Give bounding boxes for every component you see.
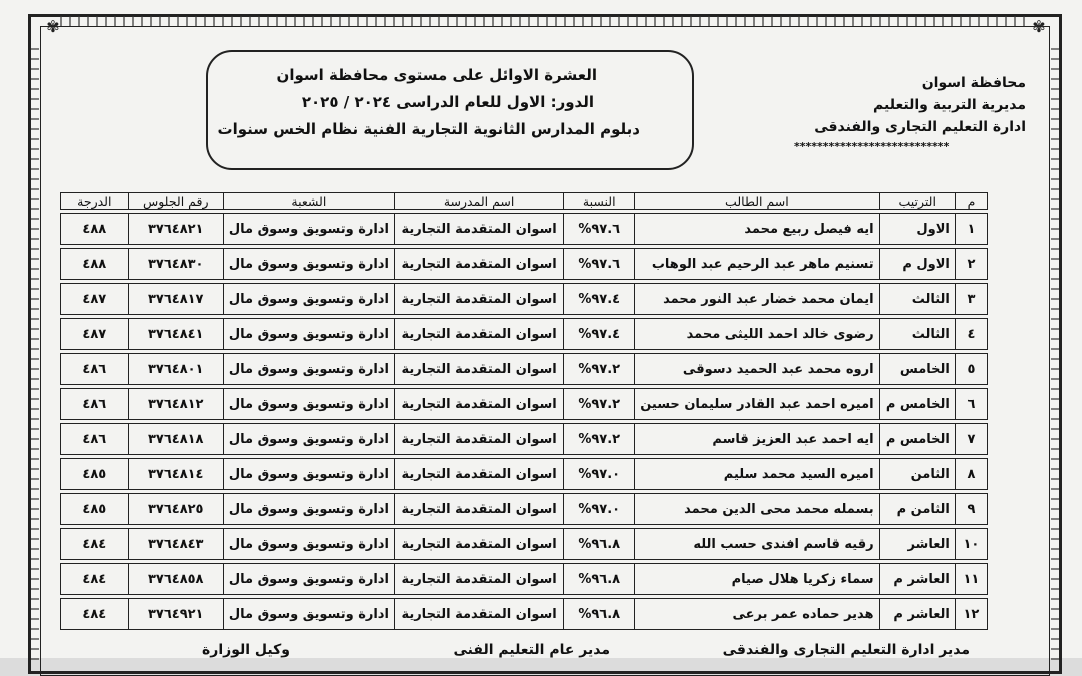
cell-school: اسوان المتقدمة التجارية	[394, 389, 563, 420]
col-header-grade: الدرجة	[61, 193, 129, 210]
table-row	[61, 284, 988, 315]
cell-name: اروه محمد عبد الحميد دسوقى	[635, 354, 879, 385]
col-header-seat: رقم الجلوس	[128, 193, 223, 210]
signature-technical-director: مدير عام التعليم الفنى	[453, 642, 610, 658]
cell-pct: ٩٦.٨%	[564, 599, 635, 630]
cell-grade: ٤٨٤	[61, 599, 129, 630]
cell-school: اسوان المتقدمة التجارية	[394, 459, 563, 490]
cell-grade: ٤٨٨	[61, 214, 129, 245]
cell-grade: ٤٨٨	[61, 249, 129, 280]
cell-branch: ادارة وتسويق وسوق مال	[223, 529, 394, 560]
cell-pct: ٩٧.٠%	[564, 494, 635, 525]
cell-grade: ٤٨٧	[61, 319, 129, 350]
table-row	[61, 354, 988, 385]
cell-school: اسوان المتقدمة التجارية	[394, 494, 563, 525]
cell-grade: ٤٨٦	[61, 389, 129, 420]
cell-num: ١٢	[955, 599, 987, 630]
cell-rank: الثامن م	[879, 494, 955, 525]
cell-name: اميره السيد محمد سليم	[635, 459, 879, 490]
table-row	[61, 214, 988, 245]
cell-grade: ٤٨٥	[61, 494, 129, 525]
cell-num: ١٠	[955, 529, 987, 560]
cell-rank: الخامس م	[879, 389, 955, 420]
cell-rank: العاشر	[879, 529, 955, 560]
cell-branch: ادارة وتسويق وسوق مال	[223, 599, 394, 630]
cell-grade: ٤٨٤	[61, 564, 129, 595]
signature-commercial-director: مدير ادارة التعليم التجارى والفندقى	[722, 642, 970, 658]
cell-school: اسوان المتقدمة التجارية	[394, 319, 563, 350]
cell-name: اميره احمد عبد القادر سليمان حسين	[635, 389, 879, 420]
cell-rank: الثامن	[879, 459, 955, 490]
cell-num: ٤	[955, 319, 987, 350]
cell-num: ١	[955, 214, 987, 245]
cell-num: ٢	[955, 249, 987, 280]
cell-rank: الثالث	[879, 284, 955, 315]
col-header-rank: الترتيب	[879, 193, 955, 210]
cell-seat: ٣٧٦٤٨١٧	[128, 284, 223, 315]
cell-branch: ادارة وتسويق وسوق مال	[223, 284, 394, 315]
cell-grade: ٤٨٥	[61, 459, 129, 490]
cell-school: اسوان المتقدمة التجارية	[394, 424, 563, 455]
cell-branch: ادارة وتسويق وسوق مال	[223, 564, 394, 595]
cell-seat: ٣٧٦٤٨١٢	[128, 389, 223, 420]
cell-name: ايمان محمد خضار عبد النور محمد	[635, 284, 879, 315]
ministry-header	[790, 72, 1026, 158]
cell-num: ٨	[955, 459, 987, 490]
cell-seat: ٣٧٦٤٨٢٥	[128, 494, 223, 525]
cell-seat: ٣٧٦٤٨٤١	[128, 319, 223, 350]
cell-name: بسمله محمد محى الدين محمد	[635, 494, 879, 525]
col-header-pct: النسبة	[564, 193, 635, 210]
table-row	[61, 389, 988, 420]
cell-rank: الخامس	[879, 354, 955, 385]
table-row	[61, 249, 988, 280]
cell-seat: ٣٧٦٤٨٣٠	[128, 249, 223, 280]
cell-num: ٣	[955, 284, 987, 315]
governorate-label: محافظة اسوان	[921, 75, 1026, 91]
cell-school: اسوان المتقدمة التجارية	[394, 564, 563, 595]
cell-branch: ادارة وتسويق وسوق مال	[223, 249, 394, 280]
corner-ornament-icon: ✾	[46, 17, 60, 36]
cell-branch: ادارة وتسويق وسوق مال	[223, 424, 394, 455]
cell-school: اسوان المتقدمة التجارية	[394, 214, 563, 245]
cell-rank: العاشر م	[879, 564, 955, 595]
cell-school: اسوان المتقدمة التجارية	[394, 529, 563, 560]
cell-seat: ٣٧٦٤٩٢١	[128, 599, 223, 630]
cell-grade: ٤٨٦	[61, 354, 129, 385]
cell-name: ايه احمد عبد العزيز قاسم	[635, 424, 879, 455]
cell-pct: ٩٧.٤%	[564, 319, 635, 350]
table-row	[61, 459, 988, 490]
cell-branch: ادارة وتسويق وسوق مال	[223, 354, 394, 385]
border-ornament-right	[1051, 40, 1059, 660]
cell-name: رضوى خالد احمد الليثى محمد	[635, 319, 879, 350]
title-line: العشرة الاوائل على مستوى محافظة اسوان	[276, 66, 597, 84]
cell-pct: ٩٦.٨%	[564, 564, 635, 595]
cell-rank: الخامس م	[879, 424, 955, 455]
results-table	[60, 192, 988, 630]
signature-undersecretary: وكيل الوزارة	[202, 642, 290, 658]
cell-pct: ٩٧.٦%	[564, 214, 635, 245]
cell-seat: ٣٧٦٤٨١٨	[128, 424, 223, 455]
cell-num: ١١	[955, 564, 987, 595]
cell-pct: ٩٧.٢%	[564, 354, 635, 385]
border-ornament-top	[60, 16, 1030, 26]
table-row	[61, 564, 988, 595]
cell-rank: الاول م	[879, 249, 955, 280]
cell-rank: العاشر م	[879, 599, 955, 630]
cell-school: اسوان المتقدمة التجارية	[394, 284, 563, 315]
cell-seat: ٣٧٦٤٨١٤	[128, 459, 223, 490]
cell-branch: ادارة وتسويق وسوق مال	[223, 459, 394, 490]
table-row	[61, 494, 988, 525]
corner-ornament-icon: ✾	[1032, 17, 1046, 36]
cell-name: رقيه قاسم افندى حسب الله	[635, 529, 879, 560]
cell-school: اسوان المتقدمة التجارية	[394, 354, 563, 385]
cell-num: ٧	[955, 424, 987, 455]
cell-name: هدير حماده عمر برعى	[635, 599, 879, 630]
table-row	[61, 599, 988, 630]
cell-name: سماء زكريا هلال صيام	[635, 564, 879, 595]
col-header-branch: الشعبة	[223, 193, 394, 210]
cell-pct: ٩٧.٢%	[564, 424, 635, 455]
cell-school: اسوان المتقدمة التجارية	[394, 599, 563, 630]
title-line: الدور: الاول للعام الدراسى ٢٠٢٤ / ٢٠٢٥	[301, 93, 594, 111]
col-header-num: م	[955, 193, 987, 210]
signatures-footer	[60, 642, 1010, 662]
directorate-label: مديرية التربية والتعليم	[873, 97, 1026, 113]
cell-seat: ٣٧٦٤٨٠١	[128, 354, 223, 385]
cell-name: ايه فيصل ربيع محمد	[635, 214, 879, 245]
cell-grade: ٤٨٤	[61, 529, 129, 560]
border-ornament-left	[31, 40, 39, 660]
table-row	[61, 424, 988, 455]
cell-branch: ادارة وتسويق وسوق مال	[223, 389, 394, 420]
cell-grade: ٤٨٦	[61, 424, 129, 455]
table-row	[61, 529, 988, 560]
title-line: دبلوم المدارس الثانوية التجارية الفنية نظام الخس سنوات	[217, 120, 640, 138]
col-header-school: اسم المدرسة	[394, 193, 563, 210]
cell-num: ٥	[955, 354, 987, 385]
cell-rank: الثالث	[879, 319, 955, 350]
table-row	[61, 319, 988, 350]
cell-pct: ٩٧.٦%	[564, 249, 635, 280]
cell-branch: ادارة وتسويق وسوق مال	[223, 319, 394, 350]
cell-seat: ٣٧٦٤٨٤٣	[128, 529, 223, 560]
col-header-name: اسم الطالب	[635, 193, 879, 210]
cell-branch: ادارة وتسويق وسوق مال	[223, 494, 394, 525]
cell-rank: الاول	[879, 214, 955, 245]
department-label: ادارة التعليم التجارى والفندقى	[814, 119, 1026, 135]
cell-seat: ٣٧٦٤٨٢١	[128, 214, 223, 245]
cell-pct: ٩٧.٠%	[564, 459, 635, 490]
cell-grade: ٤٨٧	[61, 284, 129, 315]
cell-name: تسنيم ماهر عبد الرحيم عبد الوهاب	[635, 249, 879, 280]
table-header-row	[61, 193, 988, 210]
stars-divider: ***************************	[794, 140, 950, 153]
cell-num: ٩	[955, 494, 987, 525]
cell-pct: ٩٧.٢%	[564, 389, 635, 420]
cell-pct: ٩٦.٨%	[564, 529, 635, 560]
cell-num: ٦	[955, 389, 987, 420]
title-box	[206, 50, 694, 170]
cell-pct: ٩٧.٤%	[564, 284, 635, 315]
cell-school: اسوان المتقدمة التجارية	[394, 249, 563, 280]
cell-branch: ادارة وتسويق وسوق مال	[223, 214, 394, 245]
cell-seat: ٣٧٦٤٨٥٨	[128, 564, 223, 595]
